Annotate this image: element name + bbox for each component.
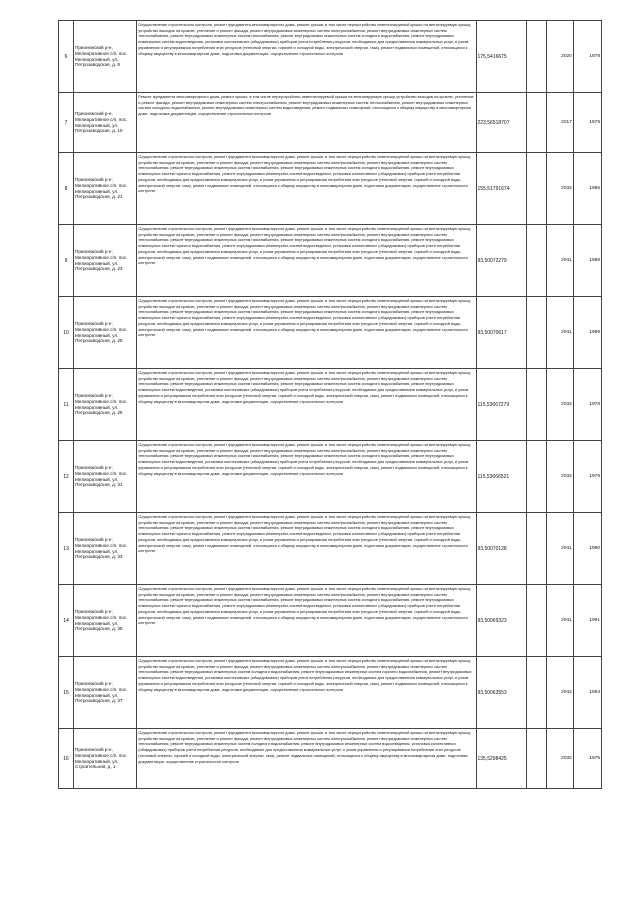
cost-cell: 115,53667279 [476,369,526,441]
table-row [59,585,602,657]
build-year-cell: 1994 [573,657,601,729]
row-number: 11 [59,369,74,441]
empty-cell [526,93,546,153]
address-cell: Прионежский р-н, Мелиоративное с/п, пос. Мелиоративный, ул. Петрозаводская, д. 23 [74,225,137,297]
empty-cell [526,297,546,369]
row-number: 9 [59,225,74,297]
cost-cell: 93,50070617 [476,297,526,369]
empty-cell [526,225,546,297]
table-row [59,93,602,153]
address-cell: Прионежский р-н, Мелиоративное с/п, пос. Мелиоративный, ул. Петрозаводская, д. 35 [74,585,137,657]
table-row [59,729,602,789]
build-year-cell: 1991 [573,585,601,657]
cost-cell: 223,56518707 [476,93,526,153]
planned-year-cell: 2041 [546,513,573,585]
cost-cell: 115,53666521 [476,441,526,513]
empty-cell [526,21,546,93]
table-row [59,225,602,297]
address-cell: Прионежский р-н, Мелиоративное с/п, пос. Мелиоративный, ул. Петрозаводская, д. 31 [74,441,137,513]
row-number: 8 [59,153,74,225]
row-number: 14 [59,585,74,657]
empty-cell [526,153,546,225]
build-year-cell: 1979 [573,441,601,513]
address-cell: Прионежский р-н, Мелиоративное с/п, пос. Мелиоративный, ул. Петрозаводская, д. 33 [74,513,137,585]
planned-year-cell: 2041 [546,297,573,369]
works-cell: Осуществление строительного контроля, ремонт фундамента многоквартирного дома, ремонт крыши, в том числе переустройство невентилируемой крыши на вентилируемую крышу, устройство выходов на кровлю, утепление и ремонт фасада, ремонт внутридомовых инженерных систем электроснабжения, ремонт внутридомовых инженерных систем теплоснабжения, ремонт внутридомовых инженерных систем газоснабжения, ремонт внутридомовых инженерных систем холодного водоснабжения, ремонт внутридомовых инженерных систем водоотведения, установка коллективных (общедомовых) приборов учета потребления ресурсов, необходимых для предоставления коммунальных услуг, и узлов управления и регулирования потребления этих ресурсов (тепловой энергии, горячей и холодной воды, электрической энергии, газа), ремонт подвальных помещений, относящихся к общему имуществу в многоквартирном доме, подготовка документации, осуществление строительного контроля [137,21,476,93]
cost-cell: 93,50063553 [476,657,526,729]
planned-year-cell: 2017 [546,93,573,153]
planned-year-cell: 2032 [546,441,573,513]
address-cell: Прионежский р-н, Мелиоративное с/п, пос. Мелиоративный, ул. Петрозаводская, д. 21 [74,153,137,225]
planned-year-cell: 2032 [546,153,573,225]
works-cell: Осуществление строительного контроля, ремонт фундамента многоквартирного дома, ремонт крыши, в том числе переустройство невентилируемой крыши на вентилируемую крышу, устройство выходов на кровлю, утепление и ремонт фасада, ремонт внутридомовых инженерных систем электроснабжения, ремонт внутридомовых инженерных систем теплоснабжения, ремонт внутридомовых инженерных систем холодного водоснабжения, ремонт внутридомовых инженерных систем горячего водоснабжения, ремонт внутридомовых инженерных систем водоотведения, установка коллективных (общедомовых) приборов учета потребления ресурсов, необходимых для предоставления коммунальных услуг, и узлов управления и регулирования потребления этих ресурсов (тепловой энергии, горячей и холодной воды, электрической энергии, газа), ремонт подвальных помещений, относящихся к общему имуществу в многоквартирном доме, подготовка документации, осуществление строительного контроля [137,657,476,729]
empty-cell [526,657,546,729]
build-year-cell: 1979 [573,21,601,93]
works-cell: Осуществление строительного контроля, ремонт фундамента многоквартирного дома, ремонт крыши, в том числе переустройство невентилируемой крыши на вентилируемую крышу, устройство выходов на кровлю, утепление и ремонт фасада, ремонт внутридомовых инженерных систем электроснабжения, ремонт внутридомовых инженерных систем теплоснабжения, ремонт внутридомовых инженерных систем газоснабжения, ремонт внутридомовых инженерных систем холодного водоснабжения, ремонт внутридомовых инженерных систем горячего водоснабжения, ремонт внутридомовых инженерных систем водоотведения, установка коллективных (общедомовых) приборов учета потребления ресурсов, необходимых для предоставления коммунальных услуг, и узлов управления и регулирования потребления этих ресурсов (тепловой энергии, горячей и холодной воды, электрической энергии, газа), ремонт подвальных помещений, относящихся к общему имуществу в многоквартирном доме, подготовка документации, осуществление строительного контроля [137,153,476,225]
works-cell: Осуществление строительного контроля, ремонт фундамента многоквартирного дома, ремонт крыши, в том числе переустройство невентилируемой крыши на вентилируемую крышу, устройство выходов на кровлю, утепление и ремонт фасада, ремонт внутридомовых инженерных систем электроснабжения, ремонт внутридомовых инженерных систем теплоснабжения, ремонт внутридомовых инженерных систем холодного водоснабжения, ремонт внутридомовых инженерных систем водоотведения, установка коллективных (общедомовых) приборов учета потребления ресурсов, необходимых для предоставления коммунальных услуг, и узлов управления и регулирования потребления этих ресурсов (тепловой энергии, горячей и холодной воды, электрической энергии, газа), ремонт подвальных помещений, относящихся к общему имуществу в многоквартирном доме, подготовка документации, осуществление строительного контроля [137,729,476,789]
cost-cell: 93,50069323 [476,585,526,657]
table-row [59,153,602,225]
cost-cell: 93,50070128 [476,513,526,585]
empty-cell [526,729,546,789]
table-row [59,441,602,513]
build-year-cell: 1978 [573,369,601,441]
planned-year-cell: 2041 [546,225,573,297]
cost-cell: 93,50072279 [476,225,526,297]
empty-cell [526,441,546,513]
build-year-cell: 1989 [573,297,601,369]
row-number: 12 [59,441,74,513]
row-number: 7 [59,93,74,153]
row-number: 15 [59,657,74,729]
build-year-cell: 1988 [573,225,601,297]
empty-cell [526,513,546,585]
row-number: 10 [59,297,74,369]
works-cell: Осуществление строительного контроля, ремонт фундамента многоквартирного дома, ремонт крыши, в том числе переустройство невентилируемой крыши на вентилируемую крышу, устройство выходов на кровлю, утепление и ремонт фасада, ремонт внутридомовых инженерных систем электроснабжения, ремонт внутридомовых инженерных систем теплоснабжения, ремонт внутридомовых инженерных систем газоснабжения, ремонт внутридомовых инженерных систем холодного водоснабжения, ремонт внутридомовых инженерных систем горячего водоснабжения, ремонт внутридомовых инженерных систем водоотведения, установка коллективных (общедомовых) приборов учета потребления ресурсов, необходимых для предоставления коммунальных услуг, и узлов управления и регулирования потребления этих ресурсов (тепловой энергии, горячей и холодной воды, электрической энергии, газа), ремонт подвальных помещений, относящихся к общему имуществу в многоквартирном доме, подготовка документации, осуществление строительного контроля [137,225,476,297]
works-cell: Осуществление строительного контроля, ремонт фундамента многоквартирного дома, ремонт крыши, в том числе переустройство невентилируемой крыши на вентилируемую крышу, устройство выходов на кровлю, утепление и ремонт фасада, ремонт внутридомовых инженерных систем электроснабжения, ремонт внутридомовых инженерных систем теплоснабжения, ремонт внутридомовых инженерных систем газоснабжения, ремонт внутридомовых инженерных систем холодного водоснабжения, ремонт внутридомовых инженерных систем горячего водоснабжения, ремонт внутридомовых инженерных систем водоотведения, установка коллективных (общедомовых) приборов учета потребления ресурсов, необходимых для предоставления коммунальных услуг, и узлов управления и регулирования потребления этих ресурсов (тепловой энергии, горячей и холодной воды, электрической энергии, газа), ремонт подвальных помещений, относящихся к общему имуществу в многоквартирном доме, подготовка документации, осуществление строительного контроля [137,585,476,657]
table-row [59,657,602,729]
works-cell: Осуществление строительного контроля, ремонт фундамента многоквартирного дома, ремонт крыши, в том числе переустройство невентилируемой крыши на вентилируемую крышу, устройство выходов на кровлю, утепление и ремонт фасада, ремонт внутридомовых инженерных систем электроснабжения, ремонт внутридомовых инженерных систем теплоснабжения, ремонт внутридомовых инженерных систем газоснабжения, ремонт внутридомовых инженерных систем холодного водоснабжения, ремонт внутридомовых инженерных систем горячего водоснабжения, ремонт внутридомовых инженерных систем водоотведения, установка коллективных (общедомовых) приборов учета потребления ресурсов, необходимых для предоставления коммунальных услуг, и узлов управления и регулирования потребления этих ресурсов (тепловой энергии, горячей и холодной воды, электрической энергии, газа), ремонт подвальных помещений, относящихся к общему имуществу в многоквартирном доме, подготовка документации, осуществление строительного контроля [137,297,476,369]
address-cell: Прионежский р-н, Мелиоративное с/п, пос. Мелиоративный, ул. Петрозаводская, д. 37 [74,657,137,729]
cost-cell: 155,51791674 [476,153,526,225]
works-cell: Осуществление строительного контроля, ремонт фундамента многоквартирного дома, ремонт крыши, в том числе переустройство невентилируемой крыши на вентилируемую крышу, устройство выходов на кровлю, утепление и ремонт фасада, ремонт внутридомовых инженерных систем электроснабжения, ремонт внутридомовых инженерных систем теплоснабжения, ремонт внутридомовых инженерных систем газоснабжения, ремонт внутридомовых инженерных систем холодного водоснабжения, ремонт внутридомовых инженерных систем водоотведения, установка коллективных (общедомовых) приборов учета потребления ресурсов, необходимых для предоставления коммунальных услуг, и узлов управления и регулирования потребления этих ресурсов (тепловой энергии, горячей и холодной воды, электрической энергии, газа), ремонт подвальных помещений, относящихся к общему имуществу в многоквартирном доме, подготовка документации, осуществление строительного контроля [137,369,476,441]
table-row [59,369,602,441]
planned-year-cell: 2042 [546,657,573,729]
works-cell: Ремонт фундамента многоквартирного дома, ремонт крыши, в том числе переустройство невентилируемой крыши на вентилируемую крышу, устройство выходов на кровлю, утепление и ремонт фасада, ремонт внутридомовых инженерных систем электроснабжения, ремонт внутридомовых инженерных систем теплоснабжения, ремонт внутридомовых инженерных систем холодного водоснабжения, ремонт внутридомовых инженерных систем водоотведения, ремонт подвальных помещений, относящихся к общему имуществу в многоквартирном доме, подготовка документации, осуществление строительного контроля [137,93,476,153]
planned-year-cell: 2041 [546,585,573,657]
table-row [59,21,602,93]
planned-year-cell: 2032 [546,369,573,441]
works-cell: Осуществление строительного контроля, ремонт фундамента многоквартирного дома, ремонт крыши, в том числе переустройство невентилируемой крыши на вентилируемую крышу, устройство выходов на кровлю, утепление и ремонт фасада, ремонт внутридомовых инженерных систем электроснабжения, ремонт внутридомовых инженерных систем теплоснабжения, ремонт внутридомовых инженерных систем газоснабжения, ремонт внутридомовых инженерных систем холодного водоснабжения, ремонт внутридомовых инженерных систем горячего водоснабжения, ремонт внутридомовых инженерных систем водоотведения, установка коллективных (общедомовых) приборов учета потребления ресурсов, необходимых для предоставления коммунальных услуг, и узлов управления и регулирования потребления этих ресурсов (тепловой энергии, горячей и холодной воды, электрической энергии, газа), ремонт подвальных помещений, относящихся к общему имуществу в многоквартирном доме, подготовка документации, осуществление строительного контроля [137,513,476,585]
table-body [59,21,602,789]
address-cell: Прионежский р-н, Мелиоративное с/п, пос. Мелиоративный, ул. Строительная, д. 1 [74,729,137,789]
build-year-cell: 1990 [573,513,601,585]
build-year-cell: 1975 [573,729,601,789]
address-cell: Прионежский р-н, Мелиоративное с/п, пос. Мелиоративный, ул. Петрозаводская, д. 10 [74,93,137,153]
empty-cell [526,369,546,441]
build-year-cell: 1979 [573,93,601,153]
row-number: 16 [59,729,74,789]
row-number: 13 [59,513,74,585]
address-cell: Прионежский р-н, Мелиоративное с/п, пос. Мелиоративный, ул. Петрозаводская, д. 25 [74,297,137,369]
empty-cell [526,585,546,657]
works-cell: Осуществление строительного контроля, ремонт фундамента многоквартирного дома, ремонт крыши, в том числе переустройство невентилируемой крыши на вентилируемую крышу, устройство выходов на кровлю, утепление и ремонт фасада, ремонт внутридомовых инженерных систем электроснабжения, ремонт внутридомовых инженерных систем теплоснабжения, ремонт внутридомовых инженерных систем газоснабжения, ремонт внутридомовых инженерных систем холодного водоснабжения, ремонт внутридомовых инженерных систем водоотведения, установка коллективных (общедомовых) приборов учета потребления ресурсов, необходимых для предоставления коммунальных услуг, и узлов управления и регулирования потребления этих ресурсов (тепловой энергии, горячей и холодной воды, электрической энергии, газа), ремонт подвальных помещений, относящихся к общему имуществу в многоквартирном доме, подготовка документации, осуществление строительного контроля [137,441,476,513]
planned-year-cell: 2032 [546,729,573,789]
capital-repair-table-page [58,20,602,789]
table-row [59,513,602,585]
row-number: 6 [59,21,74,93]
address-cell: Прионежский р-н, Мелиоративное с/п, пос. Мелиоративный, ул. Петрозаводская, д. 8 [74,21,137,93]
table-row [59,297,602,369]
cost-cell: 135,5298425 [476,729,526,789]
cost-cell: 175,5416675 [476,21,526,93]
address-cell: Прионежский р-н, Мелиоративное с/п, пос. Мелиоративный, ул. Петрозаводская, д. 29 [74,369,137,441]
planned-year-cell: 2020 [546,21,573,93]
capital-repair-table [58,20,602,789]
build-year-cell: 1985 [573,153,601,225]
